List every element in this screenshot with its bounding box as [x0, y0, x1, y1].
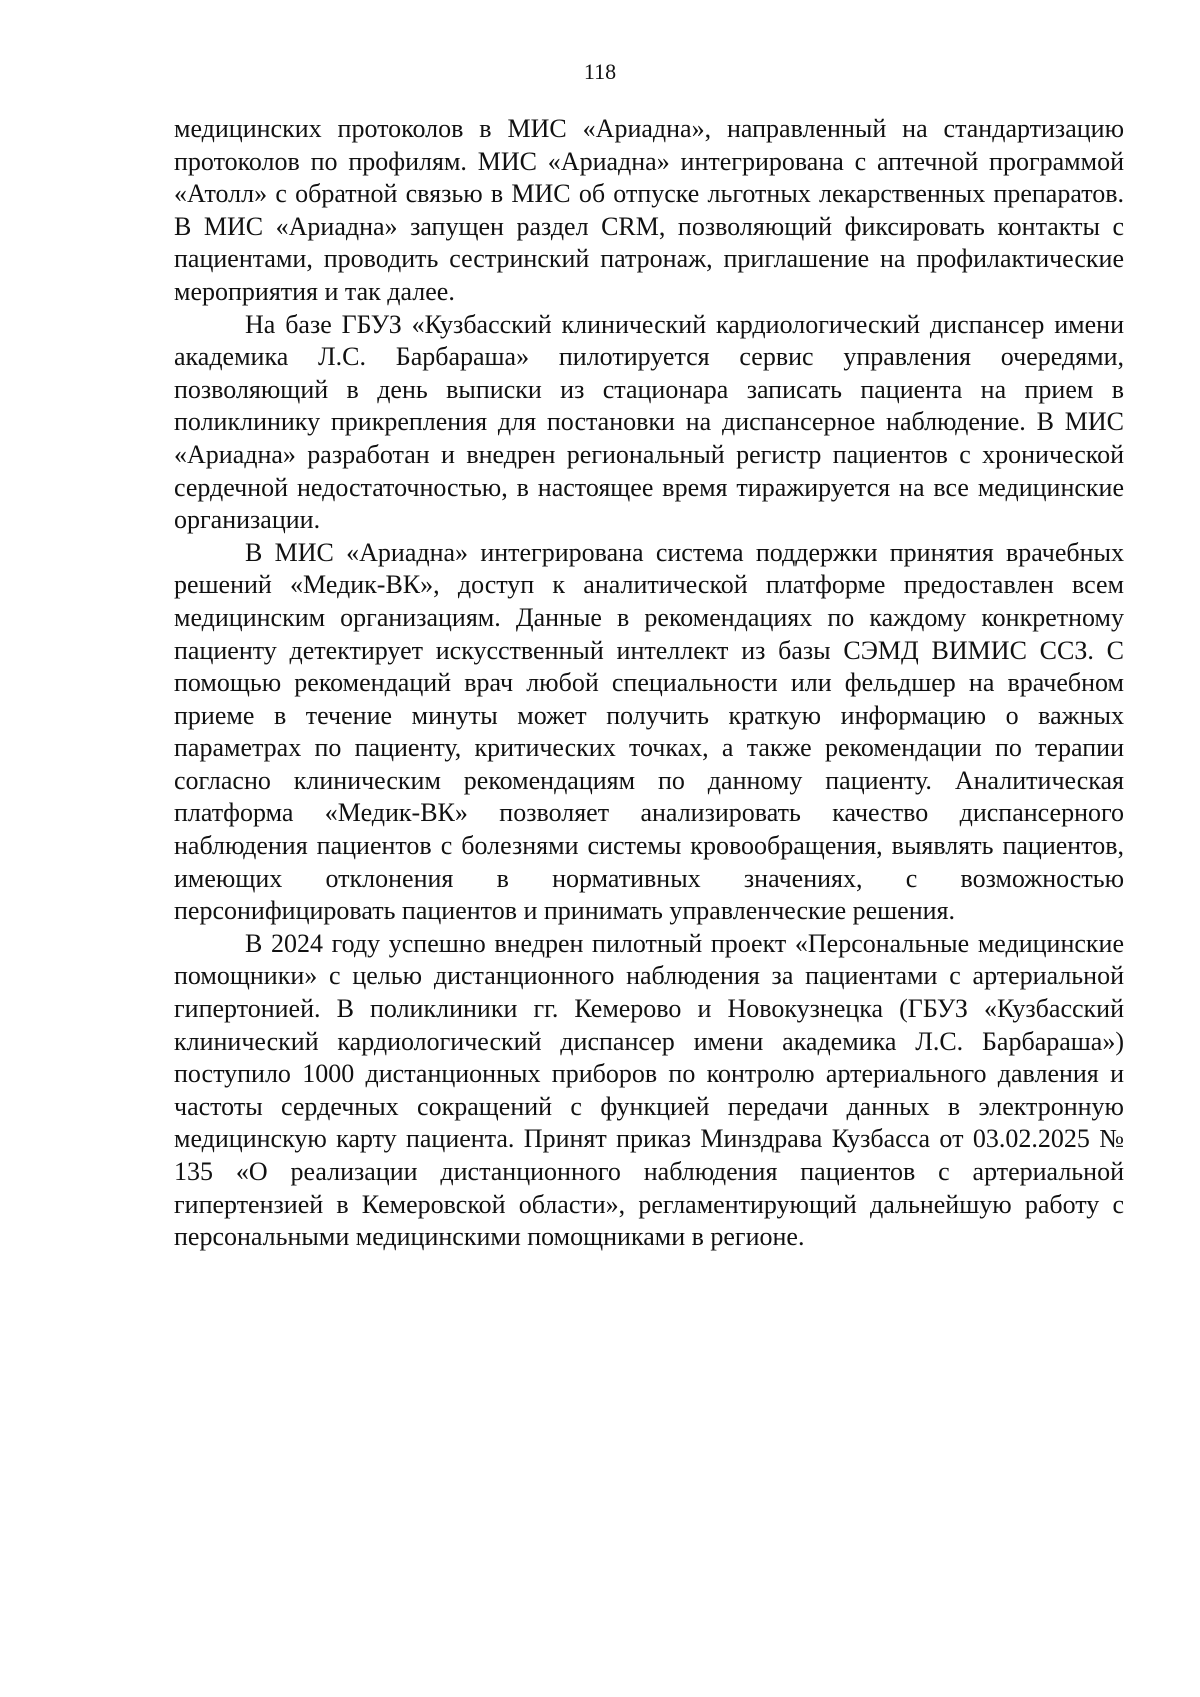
page-number: 118 [583, 59, 617, 84]
document-body [174, 113, 1124, 1254]
paragraph-queue-management: На базе ГБУЗ «Кузбасский клинический кардиологический диспансер имени академика Л.С. Барбараша» пилотируется сервис управления очередями, позволяющий в день выписки из стационара записать пациента на прием в поликлинику прикрепления для постановки на диспансерное наблюдение. В МИС «Ариадна» разработан и внедрен региональный регистр пациентов с хронической сердечной недостаточностью, в настоящее время тиражируется на все медицинские организации. [174, 309, 1124, 535]
paragraph-medic-vk: В МИС «Ариадна» интегрирована система поддержки принятия врачебных решений «Медик-ВК», доступ к аналитической платформе предоставлен всем медицинским организациям. Данные в рекомендациях по каждому конкретному пациенту детектирует искусственный интеллект из базы СЭМД ВИМИС ССЗ. С помощью рекомендаций врач любой специальности или фельдшер на врачебном приеме в течение минуты может получить краткую информацию о важных параметрах по пациенту, критических точках, а также рекомендации по терапии согласно клиническим рекомендациям по данному пациенту. Аналитическая платформа «Медик-ВК» позволяет анализировать качество диспансерного наблюдения пациентов с болезнями системы кровообращения, выявлять пациентов, имеющих отклонения в нормативных значениях, с возможностью персонифицировать пациентов и принимать управленческие решения. [174, 537, 1124, 926]
paragraph-personal-assistants: В 2024 году успешно внедрен пилотный проект «Персональные медицинские помощники» с целью дистанционного наблюдения за пациентами с артериальной гипертонией. В поликлиники гг. Кемерово и Новокузнецка (ГБУЗ «Кузбасский клинический кардиологический диспансер имени академика Л.С. Барбараша») поступило 1000 дистанционных приборов по контролю артериального давления и частоты сердечных сокращений с функцией передачи данных в электронную медицинскую карту пациента. Принят приказ Минздрава Кузбасса от 03.02.2025 № 135 «О реализации дистанционного наблюдения пациентов с артериальной гипертензией в Кемеровской области», регламентирующий дальнейшую работу с персональными медицинскими помощниками в регионе. [174, 928, 1124, 1252]
paragraph-continuation: медицинских протоколов в МИС «Ариадна», направленный на стандартизацию протоколов по профилям. МИС «Ариадна» интегрирована с аптечной программой «Атолл» с обратной связью в МИС об отпуске льготных лекарственных препаратов. В МИС «Ариадна» запущен раздел CRM, позволяющий фиксировать контакты с пациентами, проводить сестринский патронаж, приглашение на профилактические мероприятия и так далее. [174, 114, 1124, 306]
